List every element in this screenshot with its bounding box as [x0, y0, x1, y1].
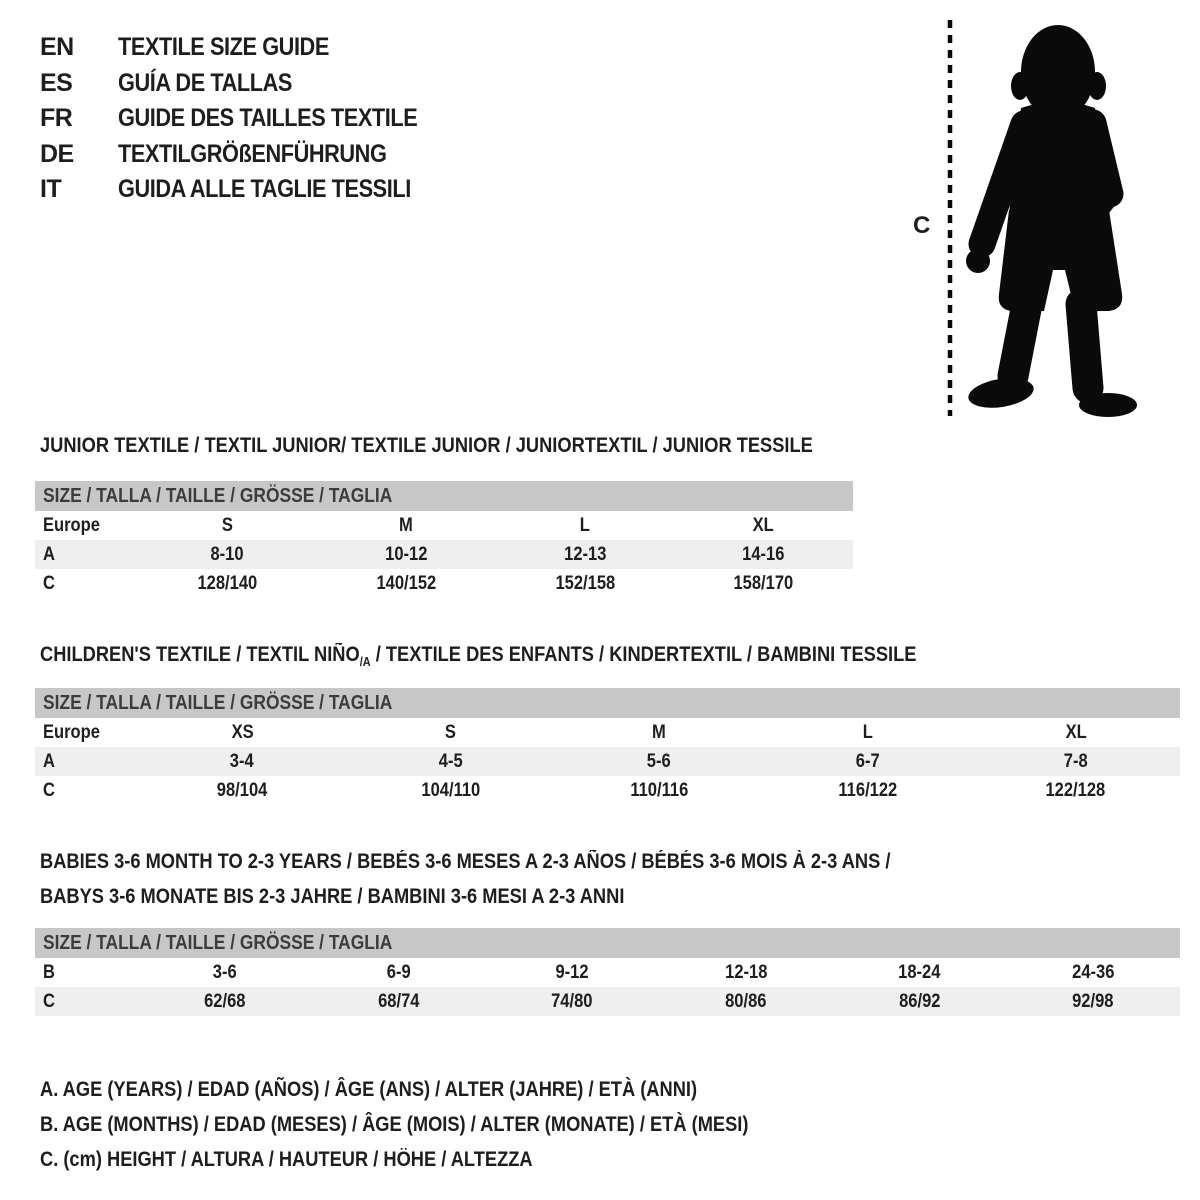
language-code: ES	[40, 68, 73, 97]
size-header-label: SIZE / TALLA / TAILLE / GRÖSSE / TAGLIA	[43, 691, 393, 714]
junior-size-table	[35, 481, 853, 598]
cell: S	[445, 721, 457, 743]
children-heading-text: CHILDREN'S TEXTILE / TEXTIL $NIÑO_{/A}$ / TEXTILE DES ENFANTS / KINDERTEXTIL / BAMBINI TESSILE	[40, 643, 917, 670]
row-label: C	[43, 990, 55, 1012]
legend-notes	[40, 1072, 854, 1177]
cell: 7-8	[1063, 750, 1088, 772]
children-section-heading	[40, 643, 1047, 669]
language-code: IT	[40, 175, 62, 204]
cell: 62/68	[204, 990, 246, 1012]
toddler-silhouette-figure	[905, 10, 1165, 430]
cell: 128/140	[197, 572, 258, 594]
babies-size-header-bar	[35, 928, 1180, 958]
cell: 68/74	[377, 990, 420, 1012]
language-row	[40, 66, 462, 102]
language-row	[40, 30, 462, 66]
table-row	[35, 540, 853, 569]
cell: XL	[1065, 721, 1087, 743]
cell: 8-10	[210, 543, 244, 565]
cell: 86/92	[898, 990, 941, 1012]
cell: 116/122	[837, 779, 897, 801]
cell: 74/80	[551, 990, 593, 1012]
cell: L	[579, 514, 590, 536]
cell: L	[862, 721, 873, 743]
note-a: A. AGE (YEARS) / EDAD (AÑOS) / ÂGE (ANS) / ALTER (JAHRE) / ETÀ (ANNI)	[40, 1077, 698, 1101]
height-measure-label: C	[913, 212, 931, 239]
cell: 122/128	[1045, 779, 1106, 801]
junior-section-heading	[40, 434, 928, 458]
cell: 9-12	[555, 961, 589, 983]
language-title: TEXTILE SIZE GUIDE	[118, 33, 329, 62]
row-label: B	[43, 961, 55, 983]
size-header-label: SIZE / TALLA / TAILLE / GRÖSSE / TAGLIA	[43, 484, 393, 507]
cell: 18-24	[898, 961, 941, 983]
cell: 152/158	[554, 572, 615, 594]
note-b: B. AGE (MONTHS) / EDAD (MESES) / ÂGE (MOIS) / ALTER (MONATE) / ETÀ (MESI)	[40, 1112, 749, 1136]
cell: 104/110	[421, 779, 481, 801]
cell: 3-4	[230, 750, 255, 772]
cell: 12-18	[724, 961, 767, 983]
row-label: C	[43, 779, 55, 801]
cell: 98/104	[216, 779, 268, 801]
row-label: A	[43, 543, 55, 565]
cell: 140/152	[376, 572, 437, 594]
language-code: FR	[40, 104, 73, 133]
language-row	[40, 137, 462, 173]
toddler-silhouette	[905, 10, 1165, 430]
table-row	[35, 511, 853, 540]
cell: 10-12	[384, 543, 428, 565]
cell: 3-6	[212, 961, 237, 983]
table-row	[35, 776, 1180, 805]
language-code: DE	[40, 139, 74, 168]
cell: 110/116	[630, 779, 688, 801]
cell: XL	[753, 514, 775, 536]
children-size-table	[35, 688, 1180, 805]
cell: 12-13	[563, 543, 607, 565]
language-title: GUIDE DES TAILLES TEXTILE	[118, 104, 418, 133]
junior-size-header-bar	[35, 481, 853, 511]
children-size-header-bar	[35, 688, 1180, 718]
table-row	[35, 958, 1180, 987]
cell: 24-36	[1072, 961, 1115, 983]
row-label: A	[43, 750, 55, 772]
language-title: TEXTILGRÖßENFÜHRUNG	[118, 139, 387, 168]
cell: 5-6	[647, 750, 671, 772]
cell: XS	[231, 721, 254, 743]
language-title: GUIDA ALLE TAGLIE TESSILI	[118, 175, 411, 204]
table-row	[35, 747, 1180, 776]
cell: 6-7	[855, 750, 880, 772]
cell: 158/170	[733, 572, 794, 594]
babies-section-heading-line2: BABYS 3-6 MONATE BIS 2-3 JAHRE / BAMBINI 3-6 MESI A 2-3 ANNI	[40, 885, 625, 908]
row-label: Europe	[43, 514, 100, 536]
junior-heading-text: JUNIOR TEXTILE / TEXTIL JUNIOR/ TEXTILE JUNIOR / JUNIORTEXTIL / JUNIOR TESSILE	[40, 434, 813, 457]
cell: 6-9	[386, 961, 411, 983]
table-row	[35, 987, 1180, 1016]
language-title: GUÍA DE TALLAS	[118, 68, 292, 97]
cell: S	[221, 514, 233, 536]
cell: 92/98	[1072, 990, 1114, 1012]
size-header-label: SIZE / TALLA / TAILLE / GRÖSSE / TAGLIA	[43, 931, 393, 954]
table-row	[35, 718, 1180, 747]
cell: 4-5	[438, 750, 463, 772]
language-title-list	[40, 30, 462, 208]
cell: 14-16	[742, 543, 785, 565]
cell: 80/86	[725, 990, 767, 1012]
language-row	[40, 101, 462, 137]
table-row	[35, 569, 853, 598]
babies-section-heading-line1: BABIES 3-6 MONTH TO 2-3 YEARS / BEBÉS 3-6 MESES A 2-3 AÑOS / BÉBÉS 3-6 MOIS À 2-3 ANS /	[40, 850, 891, 873]
cell: M	[652, 721, 666, 743]
language-code: EN	[40, 33, 74, 62]
row-label: Europe	[43, 721, 100, 743]
babies-size-table	[35, 928, 1180, 1016]
language-row	[40, 172, 462, 208]
note-c: C. (cm) HEIGHT / ALTURA / HAUTEUR / HÖHE / ALTEZZA	[40, 1147, 533, 1171]
cell: M	[399, 514, 414, 536]
row-label: C	[43, 572, 55, 594]
